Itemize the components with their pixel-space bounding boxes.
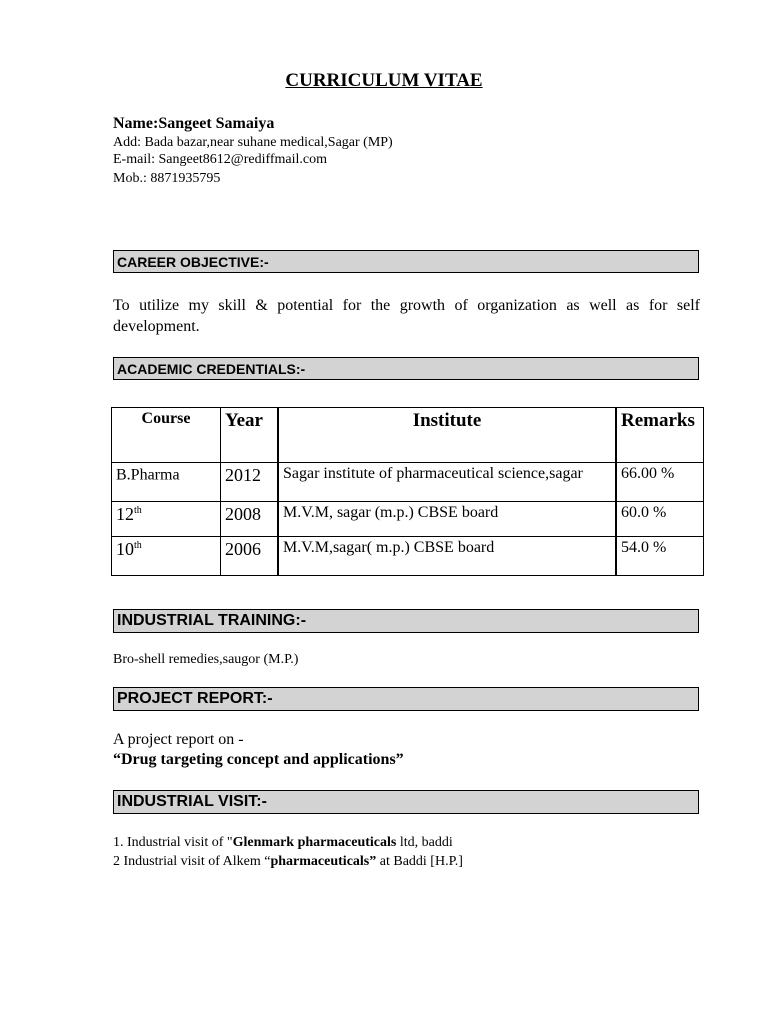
project-title: “Drug targeting concept and applications” (113, 751, 404, 768)
academic-table (111, 407, 704, 576)
mobile-line: Mob.: 8871935795 (113, 171, 221, 186)
year-cell: 2008 (221, 502, 279, 537)
table-row (112, 463, 704, 502)
section-header-project-report (113, 687, 699, 711)
address-line: Add: Bada bazar,near suhane medical,Sagar (MP) (113, 135, 393, 150)
section-header-label: INDUSTRIAL VISIT:- (117, 793, 267, 810)
table-row (112, 537, 704, 576)
course-cell: 12th (112, 502, 221, 537)
section-header-label: INDUSTRIAL TRAINING:- (117, 612, 307, 629)
visit-item: 2 Industrial visit of Alkem “pharmaceuticals” at Baddi [H.P.] (113, 854, 463, 869)
remarks-cell: 54.0 % (616, 537, 704, 576)
table-row (112, 502, 704, 537)
course-cell: B.Pharma (112, 463, 221, 502)
institute-cell: M.V.M, sagar (m.p.) CBSE board (278, 502, 616, 537)
table-header-row (112, 408, 704, 463)
visit-item: 1. Industrial visit of "Glenmark pharmaceuticals ltd, baddi (113, 835, 453, 850)
year-cell: 2012 (221, 463, 279, 502)
training-text: Bro-shell remedies,saugor (M.P.) (113, 652, 299, 667)
candidate-name: Name:Sangeet Samaiya (113, 115, 275, 132)
email-line: E-mail: Sangeet8612@rediffmail.com (113, 152, 328, 167)
remarks-cell: 66.00 % (616, 463, 704, 502)
section-header-career-objective (113, 250, 699, 273)
section-header-industrial-training (113, 609, 699, 633)
section-header-label: PROJECT REPORT:- (117, 690, 273, 707)
header-course: Course (112, 408, 221, 463)
header-institute: Institute (278, 408, 616, 463)
project-intro: A project report on - (113, 731, 244, 748)
header-remarks: Remarks (616, 408, 704, 463)
institute-cell: M.V.M,sagar( m.p.) CBSE board (278, 537, 616, 576)
section-header-label: ACADEMIC CREDENTIALS:- (117, 360, 306, 377)
document-title: CURRICULUM VITAE (285, 70, 483, 91)
section-header-label: CAREER OBJECTIVE:- (117, 253, 269, 270)
remarks-cell: 60.0 % (616, 502, 704, 537)
institute-cell: Sagar institute of pharmaceutical science,sagar (278, 463, 616, 502)
section-header-academic-credentials (113, 357, 699, 380)
course-cell: 10th (112, 537, 221, 576)
section-header-industrial-visit (113, 790, 699, 814)
career-objective-text: To utilize my skill & potential for the growth of organization as well as for self development. (113, 297, 700, 335)
header-year: Year (221, 408, 279, 463)
year-cell: 2006 (221, 537, 279, 576)
